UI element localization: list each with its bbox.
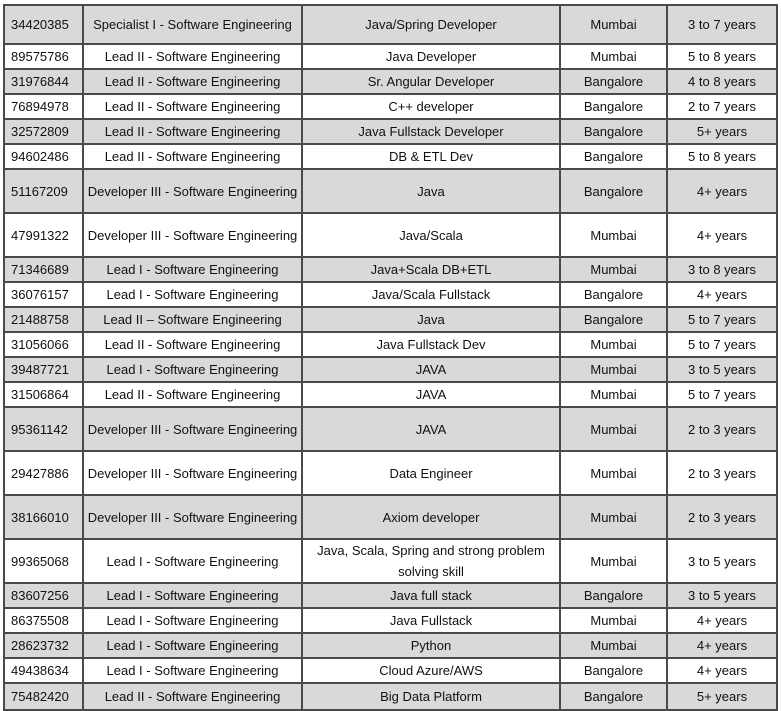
job-id-cell: 31506864 xyxy=(3,383,82,408)
location-cell: Mumbai xyxy=(559,452,666,496)
job-id-cell: 94602486 xyxy=(3,145,82,170)
skill-cell: Big Data Platform xyxy=(301,684,559,709)
location-cell: Mumbai xyxy=(559,496,666,540)
designation-cell: Lead I - Software Engineering xyxy=(82,634,301,659)
designation-cell: Lead II - Software Engineering xyxy=(82,95,301,120)
skill-cell: Java xyxy=(301,170,559,214)
skill-cell: Axiom developer xyxy=(301,496,559,540)
table-row xyxy=(3,540,778,584)
experience-cell: 3 to 5 years xyxy=(666,540,778,584)
designation-cell: Lead II - Software Engineering xyxy=(82,70,301,95)
experience-cell: 5 to 7 years xyxy=(666,383,778,408)
location-cell: Mumbai xyxy=(559,214,666,258)
designation-cell: Lead I - Software Engineering xyxy=(82,283,301,308)
designation-cell: Lead I - Software Engineering xyxy=(82,540,301,584)
designation-cell: Developer III - Software Engineering xyxy=(82,408,301,452)
designation-cell: Developer III - Software Engineering xyxy=(82,170,301,214)
location-cell: Mumbai xyxy=(559,358,666,383)
table-row xyxy=(3,634,778,659)
table-row xyxy=(3,214,778,258)
location-cell: Bangalore xyxy=(559,584,666,609)
location-cell: Bangalore xyxy=(559,283,666,308)
experience-cell: 2 to 3 years xyxy=(666,496,778,540)
job-id-cell: 86375508 xyxy=(3,609,82,634)
location-cell: Bangalore xyxy=(559,308,666,333)
table-row xyxy=(3,6,778,45)
job-id-cell: 32572809 xyxy=(3,120,82,145)
job-id-cell: 51167209 xyxy=(3,170,82,214)
table-row xyxy=(3,45,778,70)
job-id-cell: 95361142 xyxy=(3,408,82,452)
table-row xyxy=(3,308,778,333)
table-body xyxy=(3,6,778,709)
experience-cell: 5 to 8 years xyxy=(666,145,778,170)
experience-cell: 4+ years xyxy=(666,634,778,659)
location-cell: Bangalore xyxy=(559,659,666,684)
job-id-cell: 21488758 xyxy=(3,308,82,333)
job-id-cell: 38166010 xyxy=(3,496,82,540)
skill-cell: Java full stack xyxy=(301,584,559,609)
skill-cell: Java+Scala DB+ETL xyxy=(301,258,559,283)
experience-cell: 3 to 5 years xyxy=(666,358,778,383)
table-row xyxy=(3,383,778,408)
job-id-cell: 83607256 xyxy=(3,584,82,609)
table-row xyxy=(3,283,778,308)
job-id-cell: 49438634 xyxy=(3,659,82,684)
table-row xyxy=(3,408,778,452)
location-cell: Mumbai xyxy=(559,45,666,70)
skill-cell: Java/Scala Fullstack xyxy=(301,283,559,308)
designation-cell: Lead II – Software Engineering xyxy=(82,308,301,333)
skill-cell: Cloud Azure/AWS xyxy=(301,659,559,684)
location-cell: Bangalore xyxy=(559,70,666,95)
experience-cell: 2 to 3 years xyxy=(666,408,778,452)
experience-cell: 5 to 7 years xyxy=(666,308,778,333)
job-id-cell: 71346689 xyxy=(3,258,82,283)
table-row xyxy=(3,333,778,358)
experience-cell: 4+ years xyxy=(666,283,778,308)
designation-cell: Developer III - Software Engineering xyxy=(82,214,301,258)
designation-cell: Lead II - Software Engineering xyxy=(82,684,301,709)
skill-cell: Java/Scala xyxy=(301,214,559,258)
designation-cell: Lead I - Software Engineering xyxy=(82,659,301,684)
table-row xyxy=(3,452,778,496)
job-openings-table-wrapper xyxy=(3,4,778,711)
skill-cell: Java Developer xyxy=(301,45,559,70)
skill-cell: Java Fullstack Developer xyxy=(301,120,559,145)
location-cell: Mumbai xyxy=(559,634,666,659)
designation-cell: Lead II - Software Engineering xyxy=(82,45,301,70)
job-id-cell: 31056066 xyxy=(3,333,82,358)
table-row xyxy=(3,358,778,383)
skill-cell: Java, Scala, Spring and strong problem solving skill xyxy=(301,540,559,584)
location-cell: Mumbai xyxy=(559,333,666,358)
designation-cell: Lead II - Software Engineering xyxy=(82,333,301,358)
table-row xyxy=(3,145,778,170)
experience-cell: 5+ years xyxy=(666,120,778,145)
job-id-cell: 31976844 xyxy=(3,70,82,95)
table-row xyxy=(3,584,778,609)
skill-cell: JAVA xyxy=(301,358,559,383)
skill-cell: Java xyxy=(301,308,559,333)
skill-cell: Java Fullstack xyxy=(301,609,559,634)
experience-cell: 4+ years xyxy=(666,659,778,684)
table-row xyxy=(3,684,778,709)
location-cell: Bangalore xyxy=(559,120,666,145)
designation-cell: Lead I - Software Engineering xyxy=(82,609,301,634)
skill-cell: Python xyxy=(301,634,559,659)
experience-cell: 4+ years xyxy=(666,214,778,258)
skill-cell: Data Engineer xyxy=(301,452,559,496)
designation-cell: Lead I - Software Engineering xyxy=(82,358,301,383)
job-id-cell: 75482420 xyxy=(3,684,82,709)
designation-cell: Lead II - Software Engineering xyxy=(82,120,301,145)
table-row xyxy=(3,258,778,283)
job-id-cell: 29427886 xyxy=(3,452,82,496)
experience-cell: 4+ years xyxy=(666,609,778,634)
table-row xyxy=(3,659,778,684)
table-row xyxy=(3,170,778,214)
designation-cell: Specialist I - Software Engineering xyxy=(82,6,301,45)
location-cell: Bangalore xyxy=(559,95,666,120)
skill-cell: Java/Spring Developer xyxy=(301,6,559,45)
job-id-cell: 99365068 xyxy=(3,540,82,584)
job-id-cell: 76894978 xyxy=(3,95,82,120)
location-cell: Mumbai xyxy=(559,609,666,634)
location-cell: Mumbai xyxy=(559,540,666,584)
skill-cell: C++ developer xyxy=(301,95,559,120)
skill-cell: DB & ETL Dev xyxy=(301,145,559,170)
experience-cell: 3 to 5 years xyxy=(666,584,778,609)
location-cell: Mumbai xyxy=(559,383,666,408)
experience-cell: 4+ years xyxy=(666,170,778,214)
table-row xyxy=(3,496,778,540)
experience-cell: 5 to 7 years xyxy=(666,333,778,358)
table-row xyxy=(3,70,778,95)
job-openings-table xyxy=(3,6,778,709)
designation-cell: Lead II - Software Engineering xyxy=(82,383,301,408)
designation-cell: Developer III - Software Engineering xyxy=(82,452,301,496)
location-cell: Mumbai xyxy=(559,258,666,283)
skill-cell: Sr. Angular Developer xyxy=(301,70,559,95)
location-cell: Bangalore xyxy=(559,684,666,709)
designation-cell: Lead II - Software Engineering xyxy=(82,145,301,170)
skill-cell: JAVA xyxy=(301,383,559,408)
location-cell: Mumbai xyxy=(559,6,666,45)
job-id-cell: 34420385 xyxy=(3,6,82,45)
designation-cell: Lead I - Software Engineering xyxy=(82,584,301,609)
table-row xyxy=(3,609,778,634)
experience-cell: 3 to 8 years xyxy=(666,258,778,283)
location-cell: Bangalore xyxy=(559,145,666,170)
location-cell: Bangalore xyxy=(559,170,666,214)
designation-cell: Developer III - Software Engineering xyxy=(82,496,301,540)
experience-cell: 3 to 7 years xyxy=(666,6,778,45)
job-id-cell: 89575786 xyxy=(3,45,82,70)
experience-cell: 5+ years xyxy=(666,684,778,709)
experience-cell: 2 to 7 years xyxy=(666,95,778,120)
table-row xyxy=(3,120,778,145)
job-id-cell: 47991322 xyxy=(3,214,82,258)
job-id-cell: 39487721 xyxy=(3,358,82,383)
experience-cell: 2 to 3 years xyxy=(666,452,778,496)
skill-cell: Java Fullstack Dev xyxy=(301,333,559,358)
job-id-cell: 36076157 xyxy=(3,283,82,308)
designation-cell: Lead I - Software Engineering xyxy=(82,258,301,283)
location-cell: Mumbai xyxy=(559,408,666,452)
experience-cell: 5 to 8 years xyxy=(666,45,778,70)
skill-cell: JAVA xyxy=(301,408,559,452)
table-row xyxy=(3,95,778,120)
job-id-cell: 28623732 xyxy=(3,634,82,659)
experience-cell: 4 to 8 years xyxy=(666,70,778,95)
